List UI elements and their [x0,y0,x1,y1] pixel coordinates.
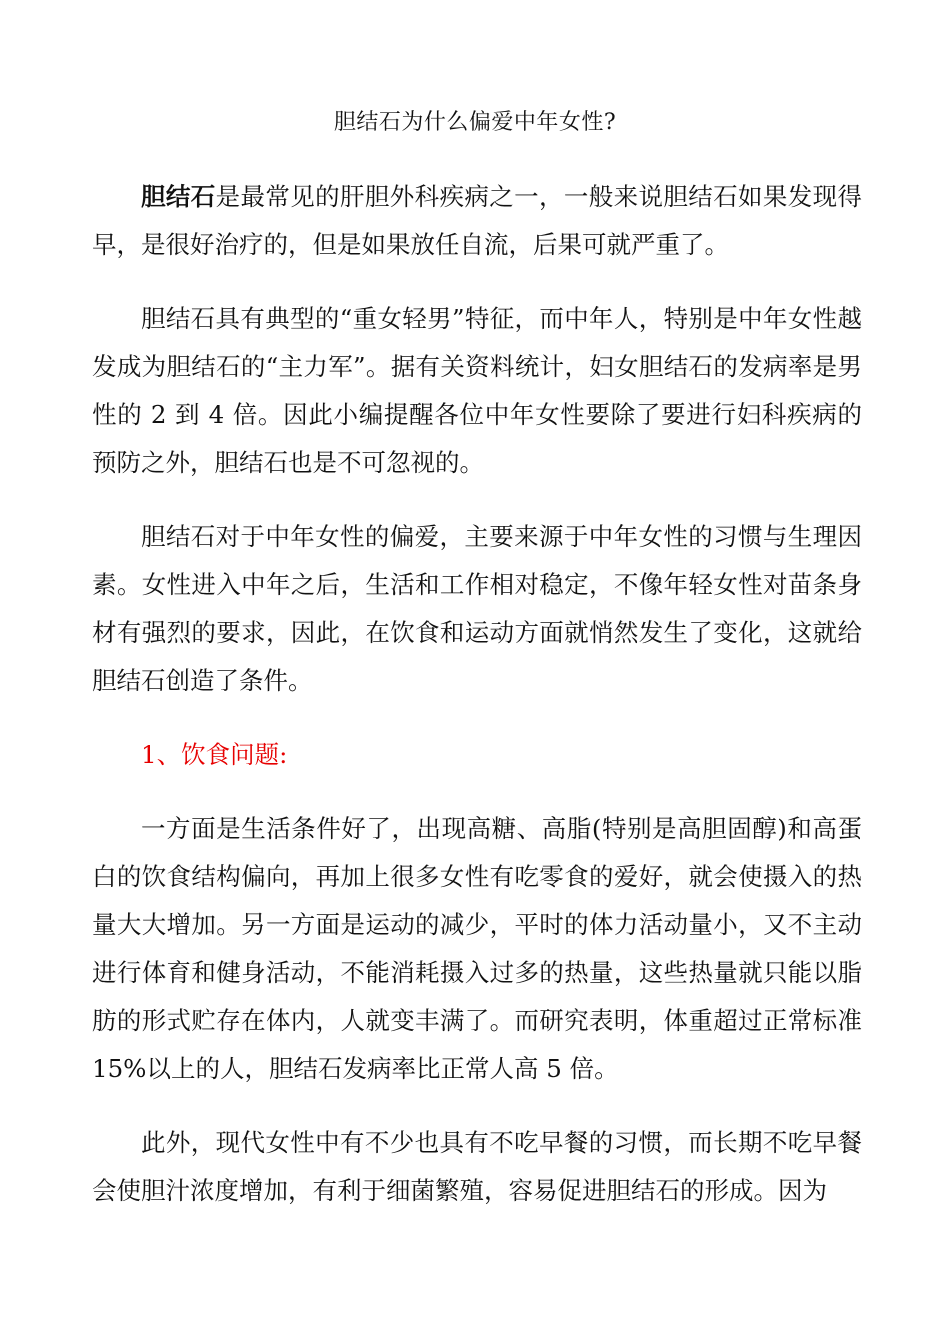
paragraph-middle-age-factors: 胆结石对于中年女性的偏爱，主要来源于中年女性的习惯与生理因素。女性进入中年之后，生活和工作相对稳定，不像年轻女性对苗条身材有强烈的要求，因此，在饮食和运动方面就悄然发生了变化，这就给胆结石创造了条件。 [92,522,862,695]
paragraph-diet-details: 一方面是生活条件好了，出现高糖、高脂(特别是高胆固醇)和高蛋白的饮食结构偏向，再加上很多女性有吃零食的爱好，就会使摄入的热量大大增加。另一方面是运动的减少，平时的体力活动量小，又不主动进行体育和健身活动，不能消耗摄入过多的热量，这些热量就只能以脂肪的形式贮存在体内，人就变丰满了。而研究表明，体重超过正常标准 15%以上的人，胆结石发病率比正常人高 5 倍。 [92,814,862,1083]
paragraph-breakfast-habit: 此外，现代女性中有不少也具有不吃早餐的习惯，而长期不吃早餐会使胆汁浓度增加，有利于细菌繁殖，容易促进胆结石的形成。因为 [92,1128,862,1205]
intro-paragraph [92,173,862,269]
document-body [92,173,862,1215]
document-title: 胆结石为什么偏爱中年女性? [333,110,617,135]
intro-text: 是最常见的肝胆外科疾病之一，一般来说胆结石如果发现得早，是很好治疗的，但是如果放任自流，后果可就严重了。 [92,182,862,259]
section-heading-diet: 1、饮食问题: [141,740,288,769]
intro-keyword: 胆结石 [141,182,216,211]
paragraph-gender-difference: 胆结石具有典型的“重女轻男”特征，而中年人，特别是中年女性越发成为胆结石的“主力军”。据有关资料统计，妇女胆结石的发病率是男性的 2 到 4 倍。因此小编提醒各位中年女性要除了要进行妇科疾病的预防之外，胆结石也是不可忽视的。 [92,304,862,477]
